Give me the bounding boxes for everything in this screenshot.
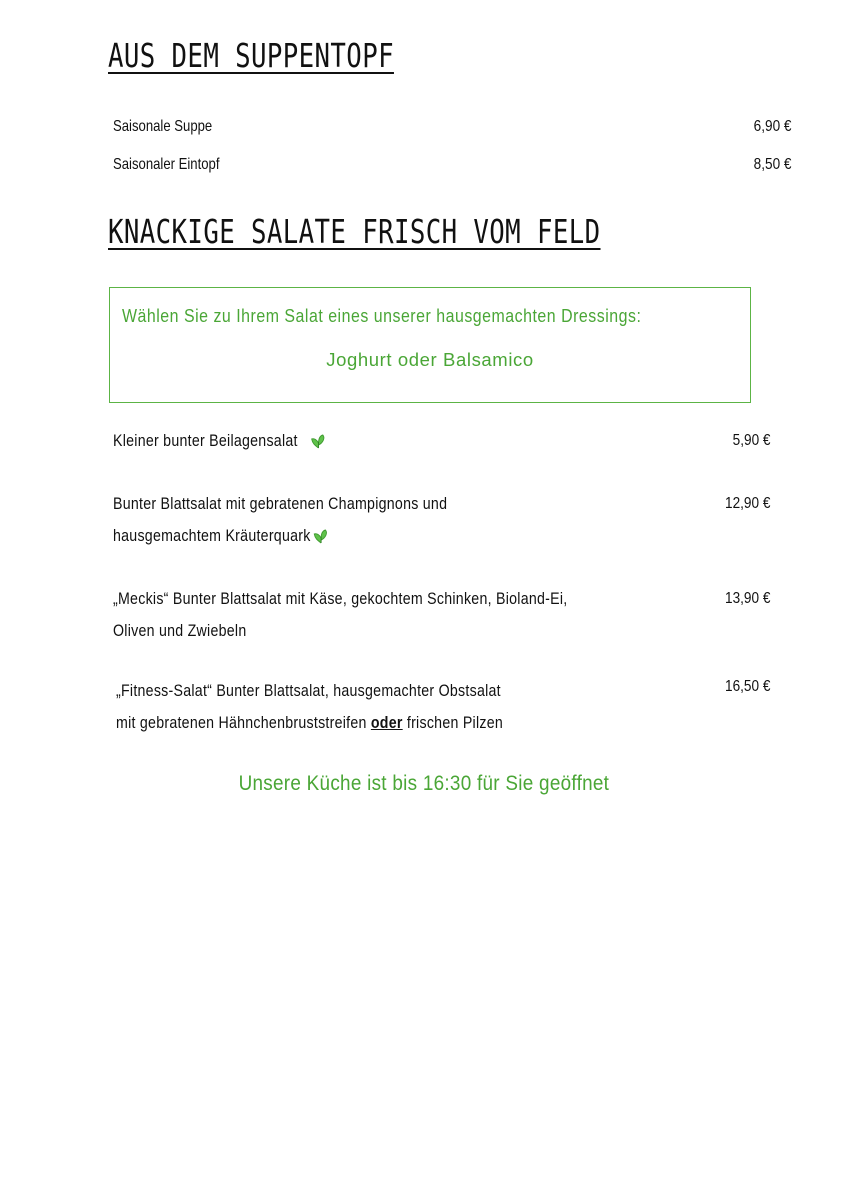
menu-item-name: Saisonale Suppe <box>113 118 213 135</box>
menu-item-price: 12,90 € <box>724 495 770 512</box>
vegetarian-leaf-icon <box>313 529 328 545</box>
menu-item-text: mit gebratenen Hähnchenbruststreifen <box>116 714 367 732</box>
menu-item-line <box>113 527 329 546</box>
menu-item-line: „Meckis“ Bunter Blattsalat mit Käse, gekochtem Schinken, Bioland-Ei, <box>113 590 568 608</box>
menu-item <box>113 432 326 451</box>
section-heading-salads: KNACKIGE SALATE FRISCH VOM FELD <box>108 212 601 251</box>
opening-hours-text: Unsere Küche ist bis 16:30 für Sie geöffnet <box>238 772 610 795</box>
menu-item-price: 5,90 € <box>732 432 770 449</box>
vegetarian-leaf-icon <box>311 434 326 450</box>
menu-item-price: 13,90 € <box>724 590 770 607</box>
menu-item-line <box>116 714 503 733</box>
menu-item <box>113 156 243 174</box>
section-heading-soups: AUS DEM SUPPENTOPF <box>108 36 394 75</box>
opening-hours-note <box>0 772 848 796</box>
menu-item-price: 8,50 € <box>753 156 791 173</box>
menu-item-price: 6,90 € <box>753 118 791 135</box>
menu-item-name: Kleiner bunter Beilagensalat <box>113 432 298 450</box>
menu-item <box>113 118 234 136</box>
menu-item-line: „Fitness-Salat“ Bunter Blattsalat, hausgemachter Obstsalat <box>116 682 501 700</box>
dressing-info-box <box>109 287 751 403</box>
menu-item-name: Saisonaler Eintopf <box>113 156 220 173</box>
menu-item-emphasis: oder <box>370 714 403 732</box>
menu-item-price: 16,50 € <box>724 678 770 695</box>
dressing-options: Joghurt oder Balsamico <box>326 349 534 370</box>
menu-item-line: Oliven und Zwiebeln <box>113 622 247 640</box>
dressing-note: Wählen Sie zu Ihrem Salat eines unserer hausgemachten Dressings: <box>122 305 642 326</box>
menu-item-line: Bunter Blattsalat mit gebratenen Champignons und <box>113 495 448 513</box>
menu-item-name: hausgemachtem Kräuterquark <box>113 527 311 545</box>
menu-item-text: frischen Pilzen <box>406 714 504 732</box>
